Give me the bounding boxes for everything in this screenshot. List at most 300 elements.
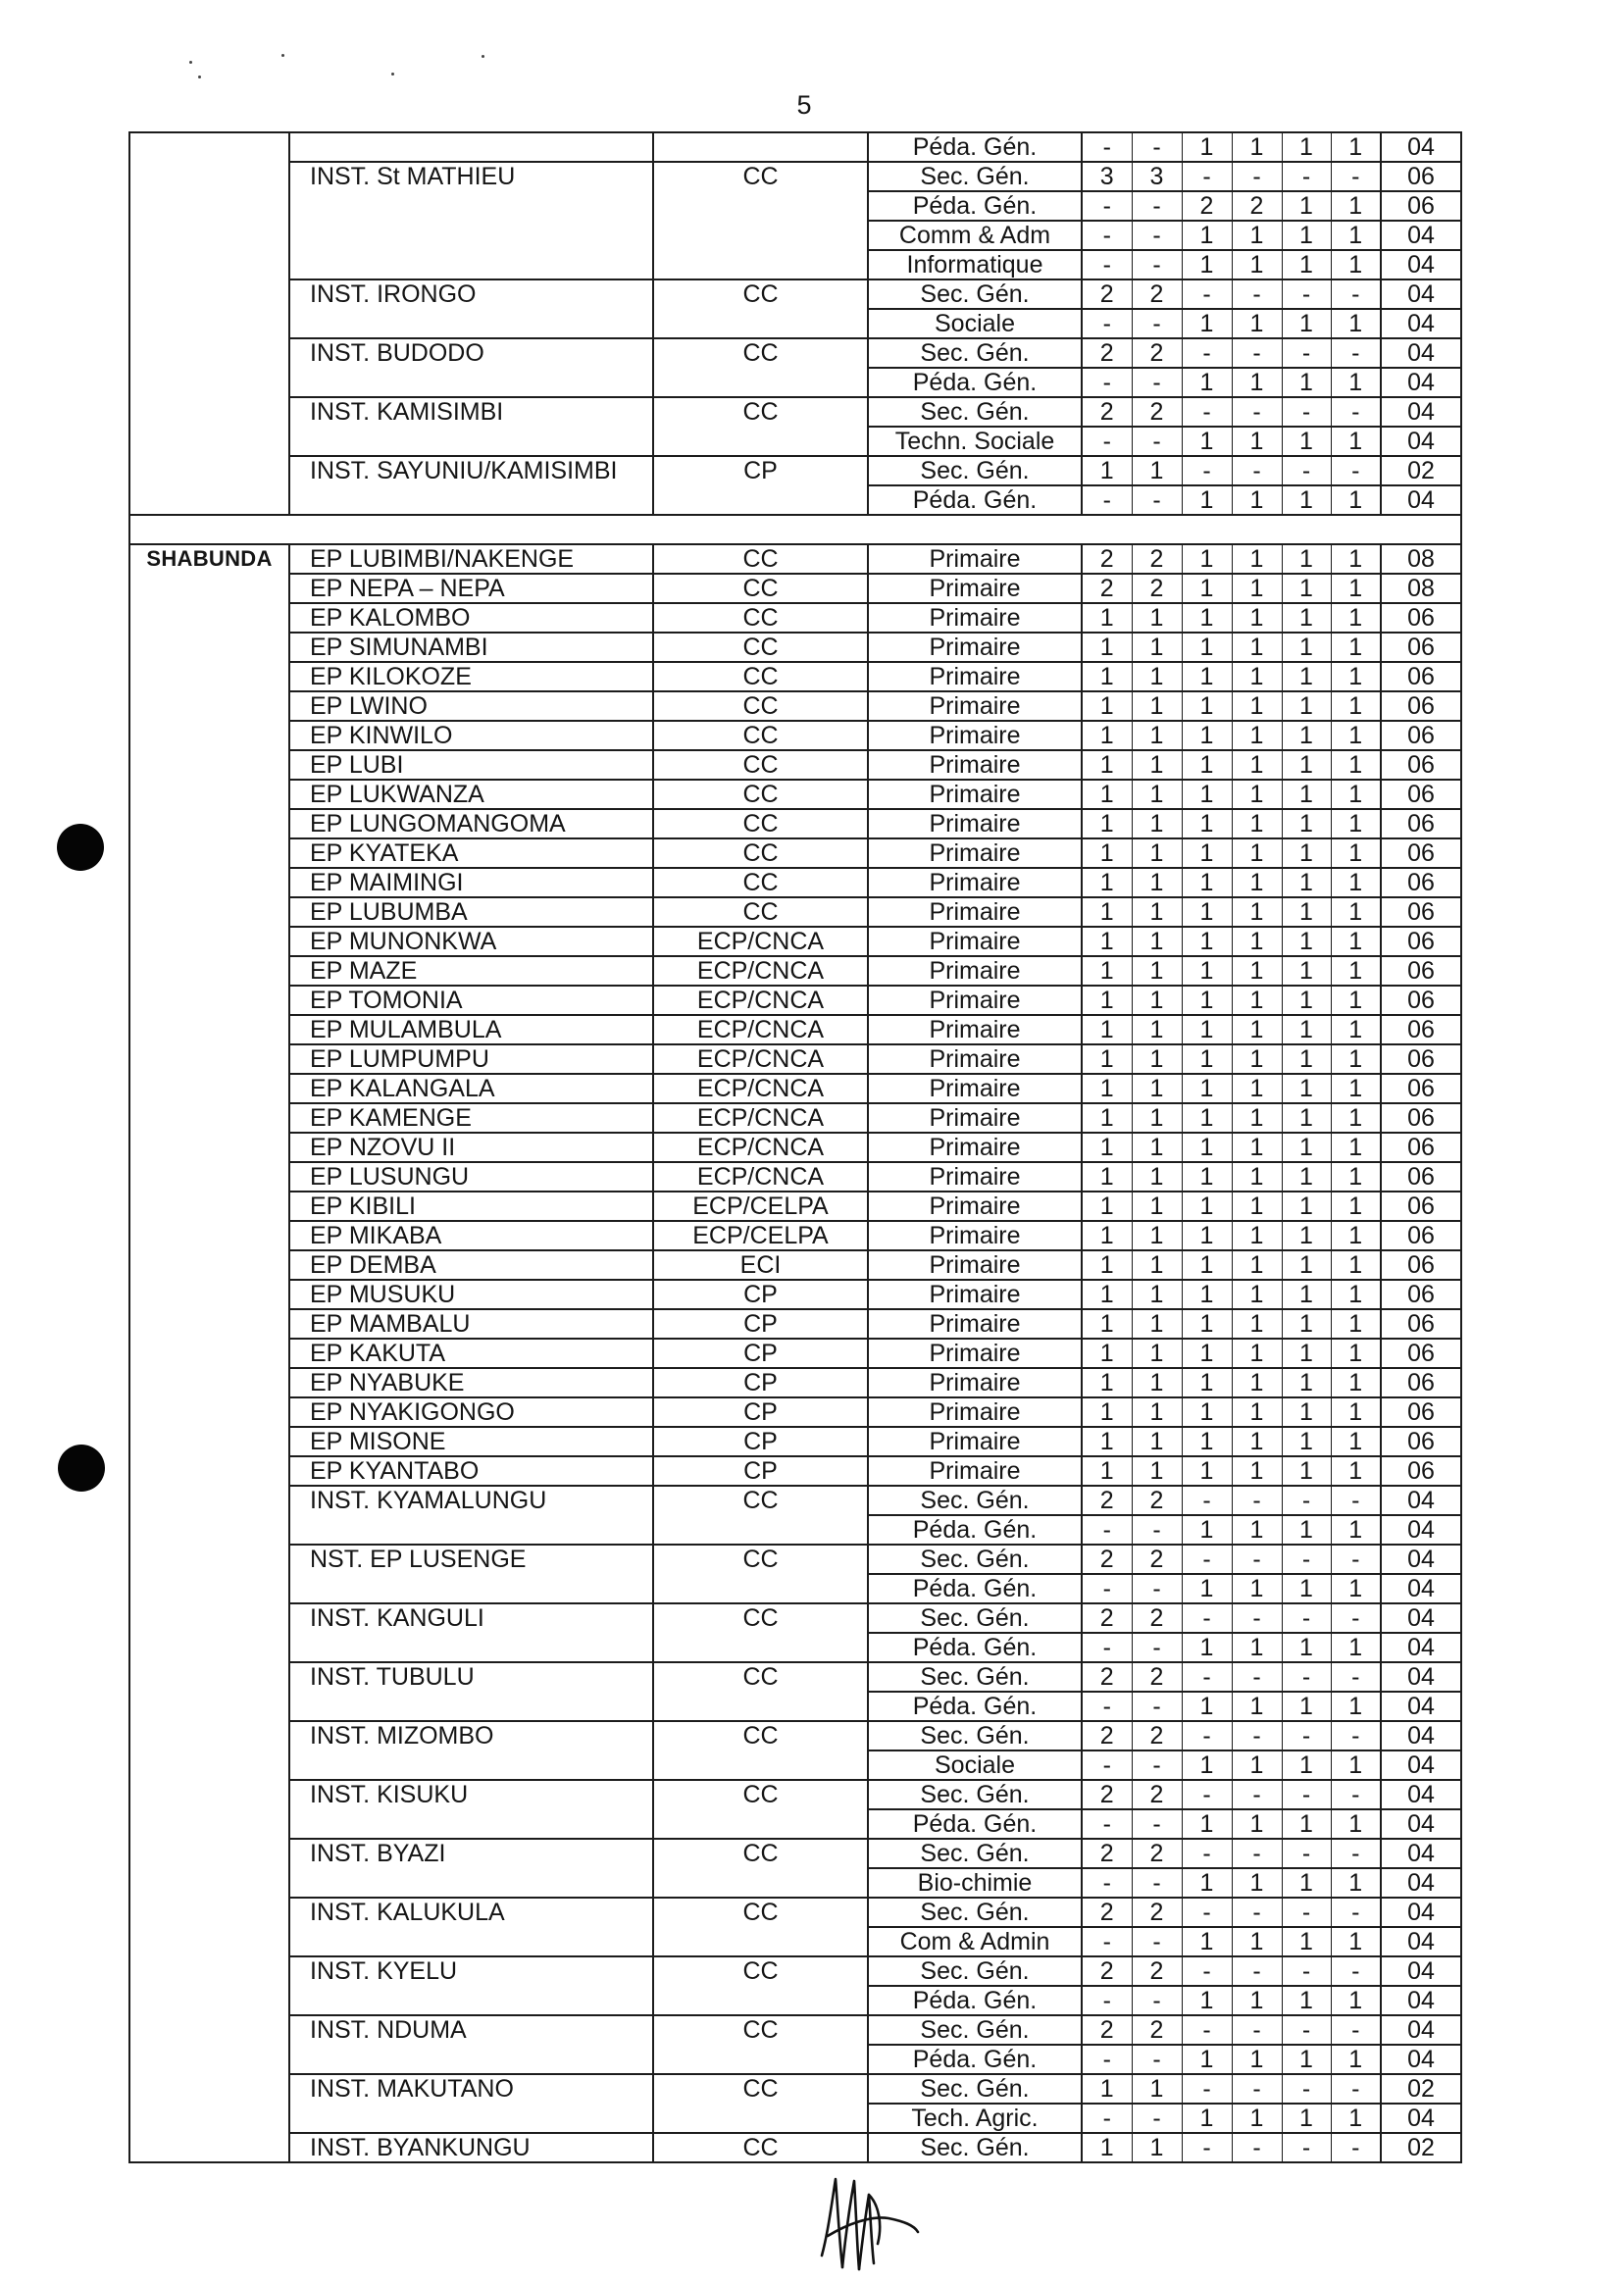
table-row [129, 1956, 1461, 1986]
count-cell: - [1331, 2015, 1381, 2045]
option-cell: Sec. Gén. [868, 1780, 1082, 1809]
total-cell: 02 [1381, 456, 1461, 485]
count-cell: 1 [1282, 250, 1331, 279]
convention-cell: CC [653, 780, 868, 809]
count-cell: 1 [1182, 809, 1232, 838]
count-cell: 1 [1232, 956, 1282, 986]
count-cell: 1 [1331, 1456, 1381, 1486]
count-cell: 1 [1182, 132, 1232, 162]
option-cell: Sec. Gén. [868, 456, 1082, 485]
count-cell: 1 [1232, 1280, 1282, 1309]
option-cell: Sec. Gén. [868, 1898, 1082, 1927]
count-cell: 2 [1132, 1780, 1182, 1809]
count-cell: 2 [1082, 1898, 1132, 1927]
count-cell: 1 [1282, 2104, 1331, 2133]
table-row [129, 662, 1461, 691]
table-row [129, 750, 1461, 780]
option-cell: Primaire [868, 1044, 1082, 1074]
total-cell: 04 [1381, 1780, 1461, 1809]
count-cell: 1 [1282, 1427, 1331, 1456]
count-cell: 1 [1331, 1221, 1381, 1250]
school-name-cell: EP NZOVU II [289, 1133, 653, 1162]
count-cell: 1 [1282, 750, 1331, 780]
table-row [129, 279, 1461, 309]
count-cell: 3 [1082, 162, 1132, 191]
convention-cell: CC [653, 633, 868, 662]
total-cell: 04 [1381, 2045, 1461, 2074]
count-cell: 1 [1331, 662, 1381, 691]
count-cell: - [1182, 162, 1232, 191]
count-cell: 1 [1331, 956, 1381, 986]
count-cell: 1 [1182, 1456, 1232, 1486]
count-cell: 1 [1282, 956, 1331, 986]
convention-cell: CP [653, 1456, 868, 1486]
count-cell: - [1232, 1486, 1282, 1515]
count-cell: 1 [1331, 1986, 1381, 2015]
count-cell: - [1331, 1721, 1381, 1750]
count-cell: 1 [1282, 1809, 1331, 1839]
count-cell: - [1282, 162, 1331, 191]
count-cell: - [1232, 1780, 1282, 1809]
convention-cell: ECP/CNCA [653, 1103, 868, 1133]
count-cell: 3 [1132, 162, 1182, 191]
count-cell: 1 [1282, 868, 1331, 897]
school-name-cell: EP NYAKIGONGO [289, 1397, 653, 1427]
table-row [129, 603, 1461, 633]
convention-cell: CP [653, 1309, 868, 1339]
count-cell: 1 [1331, 485, 1381, 515]
school-name-cell: EP LUSUNGU [289, 1162, 653, 1192]
count-cell: 1 [1182, 633, 1232, 662]
option-cell: Primaire [868, 780, 1082, 809]
count-cell: 1 [1232, 897, 1282, 927]
count-cell: - [1232, 1545, 1282, 1574]
option-cell: Sec. Gén. [868, 2074, 1082, 2104]
count-cell: 1 [1082, 1397, 1132, 1427]
school-name-cell: EP LWINO [289, 691, 653, 721]
option-cell: Péda. Gén. [868, 1574, 1082, 1603]
count-cell: 2 [1082, 397, 1132, 427]
count-cell: 1 [1182, 986, 1232, 1015]
count-cell: 1 [1331, 691, 1381, 721]
school-name-cell: EP NYABUKE [289, 1368, 653, 1397]
count-cell: - [1182, 1486, 1232, 1515]
school-name-cell: EP KAMENGE [289, 1103, 653, 1133]
count-cell: 1 [1082, 2074, 1132, 2104]
count-cell: 1 [1331, 1750, 1381, 1780]
count-cell: 1 [1132, 456, 1182, 485]
convention-cell: CC [653, 1898, 868, 1956]
count-cell: 1 [1282, 1750, 1331, 1780]
count-cell: 1 [1182, 1221, 1232, 1250]
table-row [129, 544, 1461, 574]
count-cell: 1 [1232, 574, 1282, 603]
convention-cell: CC [653, 897, 868, 927]
school-name-cell: EP MISONE [289, 1427, 653, 1456]
option-cell: Sec. Gén. [868, 1662, 1082, 1692]
count-cell: 1 [1331, 1692, 1381, 1721]
option-cell: Primaire [868, 809, 1082, 838]
count-cell: 1 [1331, 132, 1381, 162]
count-cell: 1 [1132, 750, 1182, 780]
scan-speck [482, 55, 484, 58]
count-cell: 1 [1182, 250, 1232, 279]
count-cell: 1 [1132, 1162, 1182, 1192]
school-name-cell: EP KYATEKA [289, 838, 653, 868]
count-cell: 1 [1282, 1015, 1331, 1044]
total-cell: 04 [1381, 427, 1461, 456]
count-cell: 1 [1232, 427, 1282, 456]
separator-cell [129, 515, 1461, 544]
count-cell: 1 [1082, 1192, 1132, 1221]
count-cell: 1 [1182, 2045, 1232, 2074]
count-cell: 1 [1282, 1456, 1331, 1486]
option-cell: Péda. Gén. [868, 1986, 1082, 2015]
school-name-cell: EP MUNONKWA [289, 927, 653, 956]
count-cell: - [1182, 2074, 1232, 2104]
table-row [129, 868, 1461, 897]
count-cell: 2 [1132, 544, 1182, 574]
table-row [129, 809, 1461, 838]
school-name-cell: EP MAMBALU [289, 1309, 653, 1339]
count-cell: - [1232, 1721, 1282, 1750]
count-cell: - [1082, 250, 1132, 279]
count-cell: - [1282, 1486, 1331, 1515]
school-name-cell: INST. St MATHIEU [289, 162, 653, 279]
count-cell: - [1331, 1956, 1381, 1986]
count-cell: 1 [1232, 780, 1282, 809]
table-row [129, 1221, 1461, 1250]
table-row [129, 897, 1461, 927]
count-cell: 1 [1132, 1044, 1182, 1074]
count-cell: 1 [1182, 1927, 1232, 1956]
count-cell: 1 [1331, 603, 1381, 633]
count-cell: 1 [1282, 1103, 1331, 1133]
count-cell: 1 [1282, 1868, 1331, 1898]
table-row [129, 338, 1461, 368]
count-cell: 1 [1182, 1074, 1232, 1103]
count-cell: 1 [1132, 721, 1182, 750]
total-cell: 04 [1381, 1927, 1461, 1956]
count-cell: 1 [1282, 2045, 1331, 2074]
table-row [129, 1486, 1461, 1515]
total-cell: 04 [1381, 1633, 1461, 1662]
school-name-cell: NST. EP LUSENGE [289, 1545, 653, 1603]
table-row [129, 1280, 1461, 1309]
count-cell: - [1331, 1486, 1381, 1515]
count-cell: - [1132, 1809, 1182, 1839]
total-cell: 06 [1381, 1015, 1461, 1044]
count-cell: 1 [1331, 1339, 1381, 1368]
count-cell: 1 [1331, 1927, 1381, 1956]
total-cell: 04 [1381, 1839, 1461, 1868]
count-cell: 1 [1331, 1868, 1381, 1898]
total-cell: 06 [1381, 868, 1461, 897]
convention-cell: CP [653, 1339, 868, 1368]
count-cell: - [1331, 1603, 1381, 1633]
count-cell: 1 [1282, 132, 1331, 162]
count-cell: 1 [1082, 1427, 1132, 1456]
count-cell: 1 [1082, 603, 1132, 633]
count-cell: - [1082, 485, 1132, 515]
count-cell: 1 [1182, 1750, 1232, 1780]
section-separator-row [129, 515, 1461, 544]
convention-cell: CC [653, 1486, 868, 1545]
table-row [129, 1427, 1461, 1456]
option-cell: Sec. Gén. [868, 1603, 1082, 1633]
count-cell: 1 [1331, 1309, 1381, 1339]
count-cell: 1 [1331, 838, 1381, 868]
table-row [129, 1015, 1461, 1044]
staffing-table [128, 131, 1462, 2163]
option-cell: Sec. Gén. [868, 162, 1082, 191]
total-cell: 06 [1381, 1133, 1461, 1162]
count-cell: 1 [1282, 1927, 1331, 1956]
table-row [129, 2074, 1461, 2104]
option-cell: Primaire [868, 1192, 1082, 1221]
count-cell: 1 [1232, 662, 1282, 691]
count-cell: 1 [1182, 750, 1232, 780]
convention-cell: CC [653, 279, 868, 338]
school-name-cell: EP TOMONIA [289, 986, 653, 1015]
table-row [129, 1456, 1461, 1486]
count-cell: 1 [1082, 868, 1132, 897]
option-cell: Primaire [868, 603, 1082, 633]
total-cell: 04 [1381, 1603, 1461, 1633]
count-cell: 2 [1082, 1545, 1132, 1574]
count-cell: 1 [1232, 1574, 1282, 1603]
count-cell: - [1331, 1839, 1381, 1868]
total-cell: 06 [1381, 1309, 1461, 1339]
option-cell: Primaire [868, 750, 1082, 780]
count-cell: - [1232, 2133, 1282, 2162]
table-row [129, 162, 1461, 191]
count-cell: - [1182, 1545, 1232, 1574]
option-cell: Sec. Gén. [868, 1721, 1082, 1750]
total-cell: 06 [1381, 1456, 1461, 1486]
count-cell: 1 [1132, 897, 1182, 927]
total-cell: 04 [1381, 221, 1461, 250]
count-cell: - [1132, 250, 1182, 279]
convention-cell [653, 132, 868, 162]
count-cell: - [1232, 1662, 1282, 1692]
convention-cell: CC [653, 397, 868, 456]
option-cell: Péda. Gén. [868, 368, 1082, 397]
option-cell: Péda. Gén. [868, 191, 1082, 221]
count-cell: 1 [1331, 809, 1381, 838]
count-cell: 1 [1182, 868, 1232, 897]
count-cell: 1 [1331, 1162, 1381, 1192]
count-cell: 1 [1082, 1044, 1132, 1074]
table-row [129, 2133, 1461, 2162]
school-name-cell: INST. TUBULU [289, 1662, 653, 1721]
table-row [129, 633, 1461, 662]
option-cell: Primaire [868, 1280, 1082, 1309]
count-cell: 2 [1082, 338, 1132, 368]
total-cell: 04 [1381, 397, 1461, 427]
count-cell: - [1331, 279, 1381, 309]
count-cell: 1 [1132, 1427, 1182, 1456]
count-cell: 1 [1282, 633, 1331, 662]
option-cell: Péda. Gén. [868, 485, 1082, 515]
count-cell: 1 [1282, 1574, 1331, 1603]
option-cell: Techn. Sociale [868, 427, 1082, 456]
scan-speck [391, 73, 394, 76]
count-cell: 1 [1232, 838, 1282, 868]
count-cell: 1 [1282, 1250, 1331, 1280]
count-cell: - [1082, 2045, 1132, 2074]
total-cell: 06 [1381, 1250, 1461, 1280]
count-cell: 1 [1232, 132, 1282, 162]
option-cell: Primaire [868, 1250, 1082, 1280]
total-cell: 06 [1381, 1103, 1461, 1133]
option-cell: Péda. Gén. [868, 2045, 1082, 2074]
count-cell: 1 [1331, 191, 1381, 221]
total-cell: 04 [1381, 1545, 1461, 1574]
total-cell: 06 [1381, 191, 1461, 221]
table-row [129, 1309, 1461, 1339]
count-cell: 1 [1331, 1397, 1381, 1427]
count-cell: 1 [1232, 544, 1282, 574]
count-cell: 1 [1082, 1368, 1132, 1397]
convention-cell: CC [653, 1721, 868, 1780]
count-cell: 1 [1182, 427, 1232, 456]
convention-cell: CC [653, 574, 868, 603]
total-cell: 04 [1381, 1692, 1461, 1721]
count-cell: 1 [1182, 603, 1232, 633]
total-cell: 06 [1381, 838, 1461, 868]
count-cell: - [1082, 427, 1132, 456]
count-cell: 1 [1232, 721, 1282, 750]
convention-cell: ECP/CNCA [653, 1015, 868, 1044]
count-cell: 1 [1331, 1427, 1381, 1456]
count-cell: 1 [1331, 780, 1381, 809]
count-cell: - [1331, 2133, 1381, 2162]
count-cell: 1 [1282, 1515, 1331, 1545]
count-cell: 1 [1182, 1368, 1232, 1397]
count-cell: - [1282, 1839, 1331, 1868]
count-cell: - [1232, 2074, 1282, 2104]
convention-cell: CC [653, 691, 868, 721]
option-cell: Primaire [868, 927, 1082, 956]
count-cell: - [1132, 2045, 1182, 2074]
count-cell: 1 [1232, 927, 1282, 956]
count-cell: - [1282, 2074, 1331, 2104]
option-cell: Primaire [868, 662, 1082, 691]
count-cell: 1 [1331, 1015, 1381, 1044]
count-cell: - [1082, 221, 1132, 250]
table-row [129, 2015, 1461, 2045]
convention-cell: CP [653, 456, 868, 515]
convention-cell: ECP/CNCA [653, 1074, 868, 1103]
count-cell: 1 [1182, 1250, 1232, 1280]
count-cell: - [1082, 368, 1132, 397]
option-cell: Sec. Gén. [868, 279, 1082, 309]
count-cell: 2 [1082, 544, 1132, 574]
count-cell: - [1132, 221, 1182, 250]
option-cell: Primaire [868, 897, 1082, 927]
convention-cell: CC [653, 662, 868, 691]
convention-cell: ECI [653, 1250, 868, 1280]
option-cell: Primaire [868, 1427, 1082, 1456]
total-cell: 06 [1381, 721, 1461, 750]
total-cell: 06 [1381, 1280, 1461, 1309]
count-cell: 1 [1232, 1339, 1282, 1368]
school-name-cell: INST. BUDODO [289, 338, 653, 397]
option-cell: Informatique [868, 250, 1082, 279]
region-cell: SHABUNDA [129, 544, 289, 2162]
school-name-cell: EP KAKUTA [289, 1339, 653, 1368]
convention-cell: ECP/CELPA [653, 1192, 868, 1221]
school-name-cell: EP KINWILO [289, 721, 653, 750]
count-cell: - [1082, 1809, 1132, 1839]
count-cell: 1 [1282, 368, 1331, 397]
count-cell: 1 [1232, 1044, 1282, 1074]
count-cell: - [1132, 427, 1182, 456]
total-cell: 08 [1381, 574, 1461, 603]
convention-cell: CC [653, 338, 868, 397]
count-cell: 1 [1282, 1368, 1331, 1397]
total-cell: 06 [1381, 956, 1461, 986]
table-row [129, 1898, 1461, 1927]
total-cell: 06 [1381, 1044, 1461, 1074]
option-cell: Primaire [868, 1074, 1082, 1103]
punch-hole [57, 824, 104, 871]
count-cell: - [1082, 132, 1132, 162]
total-cell: 04 [1381, 1750, 1461, 1780]
count-cell: - [1282, 2133, 1331, 2162]
count-cell: - [1082, 1750, 1132, 1780]
count-cell: 1 [1331, 1574, 1381, 1603]
table-row [129, 397, 1461, 427]
school-name-cell: EP MIKABA [289, 1221, 653, 1250]
count-cell: - [1282, 279, 1331, 309]
count-cell: 1 [1282, 574, 1331, 603]
signature [810, 2173, 928, 2275]
convention-cell: CC [653, 162, 868, 279]
count-cell: 1 [1282, 309, 1331, 338]
count-cell: 1 [1132, 691, 1182, 721]
total-cell: 04 [1381, 250, 1461, 279]
count-cell: 1 [1282, 191, 1331, 221]
count-cell: 1 [1132, 1015, 1182, 1044]
count-cell: 1 [1331, 1044, 1381, 1074]
option-cell: Primaire [868, 691, 1082, 721]
count-cell: 1 [1082, 1103, 1132, 1133]
count-cell: 1 [1331, 2104, 1381, 2133]
count-cell: 1 [1132, 1250, 1182, 1280]
count-cell: 1 [1132, 1133, 1182, 1162]
total-cell: 06 [1381, 750, 1461, 780]
count-cell: 1 [1182, 309, 1232, 338]
total-cell: 06 [1381, 986, 1461, 1015]
count-cell: 1 [1182, 1103, 1232, 1133]
count-cell: 1 [1331, 1133, 1381, 1162]
count-cell: 1 [1132, 1309, 1182, 1339]
total-cell: 04 [1381, 1574, 1461, 1603]
count-cell: 1 [1232, 809, 1282, 838]
convention-cell: CC [653, 1839, 868, 1898]
count-cell: 2 [1132, 1721, 1182, 1750]
count-cell: 1 [1282, 1633, 1331, 1662]
count-cell: 1 [1282, 1074, 1331, 1103]
count-cell: 1 [1232, 1427, 1282, 1456]
count-cell: 1 [1232, 1986, 1282, 2015]
table-row [129, 1839, 1461, 1868]
total-cell: 06 [1381, 1162, 1461, 1192]
count-cell: 1 [1331, 1633, 1381, 1662]
count-cell: 1 [1232, 221, 1282, 250]
